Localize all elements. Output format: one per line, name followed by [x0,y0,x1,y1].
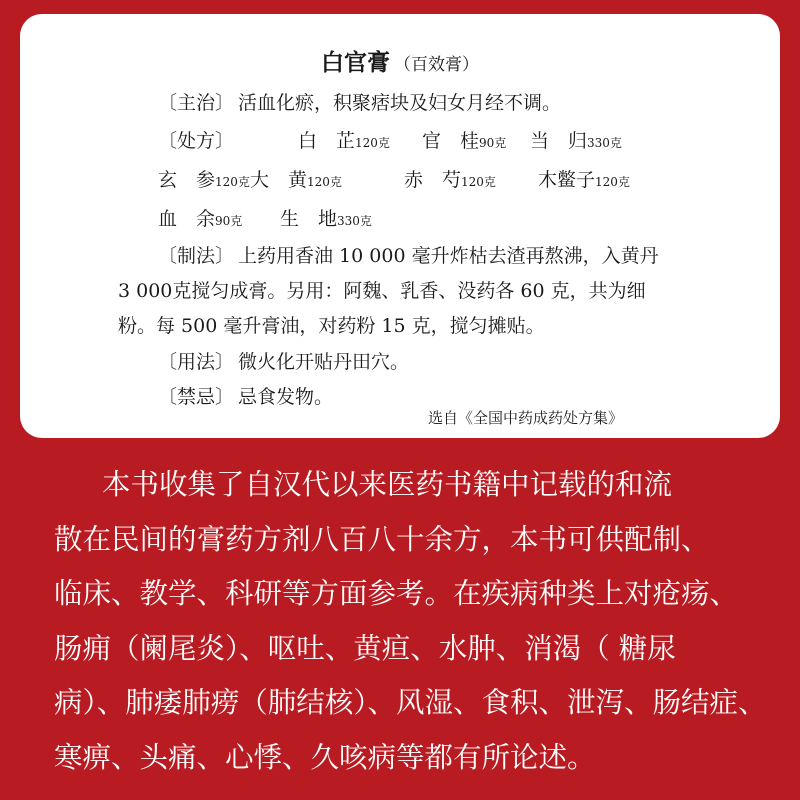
herb-item: 白 芷120克 [298,130,390,152]
preparation-tag: 〔制法〕 [158,245,235,267]
prescription-line-1 [158,126,622,153]
preparation-line-3: 粉。每 500 毫升膏油，对药粉 15 克，搅匀摊贴。 [118,315,545,337]
herb-item: 赤 芍120克 [404,169,496,191]
source-note: 选自《全国中药成药处方集》 [428,409,624,427]
herb-item: 官 桂90克 [422,130,507,152]
recipe-title: 白官膏 [321,49,390,76]
paragraph-line: 寒痹、头痛、心悸、久咳病等都有所论述。 [54,740,596,774]
usage-tag: 〔用法〕 [158,351,235,373]
preparation-text: 上药用香油 10 000 毫升炸枯去渣再熬沸，入黄丹 [238,245,659,267]
paragraph-line: 散在民间的膏药方剂八百八十余方，本书可供配制、 [54,522,710,556]
indication-tag: 〔主治〕 [158,92,235,114]
paragraph-line: 病）、肺痿肺痨（肺结核）、风湿、食积、泄泻、肠结症、 [54,686,767,719]
paragraph-line: 肠痈（阑尾炎）、呕吐、黄疸、水肿、消渴（ 糖尿 [54,631,676,665]
herb-item: 当 归330克 [530,130,622,152]
contraindication-tag: 〔禁忌〕 [158,386,235,408]
herb-item: 大 黄120克 [250,169,342,191]
recipe-subtitle: （百效膏） [394,55,479,75]
usage-text: 微火化开贴丹田穴。 [238,351,410,373]
description-paragraph [54,458,774,785]
preparation-line-1 [158,241,659,268]
recipe-card [20,14,780,438]
indication-text: 活血化瘀，积聚痞块及妇女月经不调。 [238,92,562,114]
herb-item: 木鳖子120克 [538,169,630,191]
contraindication-text: 忌食发物。 [238,386,334,408]
herb-item: 血 余90克 [158,208,243,230]
paragraph-line: 临床、教学、科研等方面参考。在疾病种类上对疮疡、 [54,577,739,610]
contraindication-line [158,382,333,409]
preparation-line-2: 3 000克搅匀成膏。另用：阿魏、乳香、没药各 60 克，共为细 [118,280,646,302]
recipe-title-row [20,44,780,77]
paragraph-line: 本书收集了自汉代以来医药书籍中记载的和流 [102,468,673,501]
herb-item: 玄 参120克 [158,169,250,191]
usage-line [158,347,409,374]
herb-item: 生 地330克 [280,208,372,230]
indication-line [158,88,561,115]
prescription-tag: 〔处方〕 [158,130,235,152]
